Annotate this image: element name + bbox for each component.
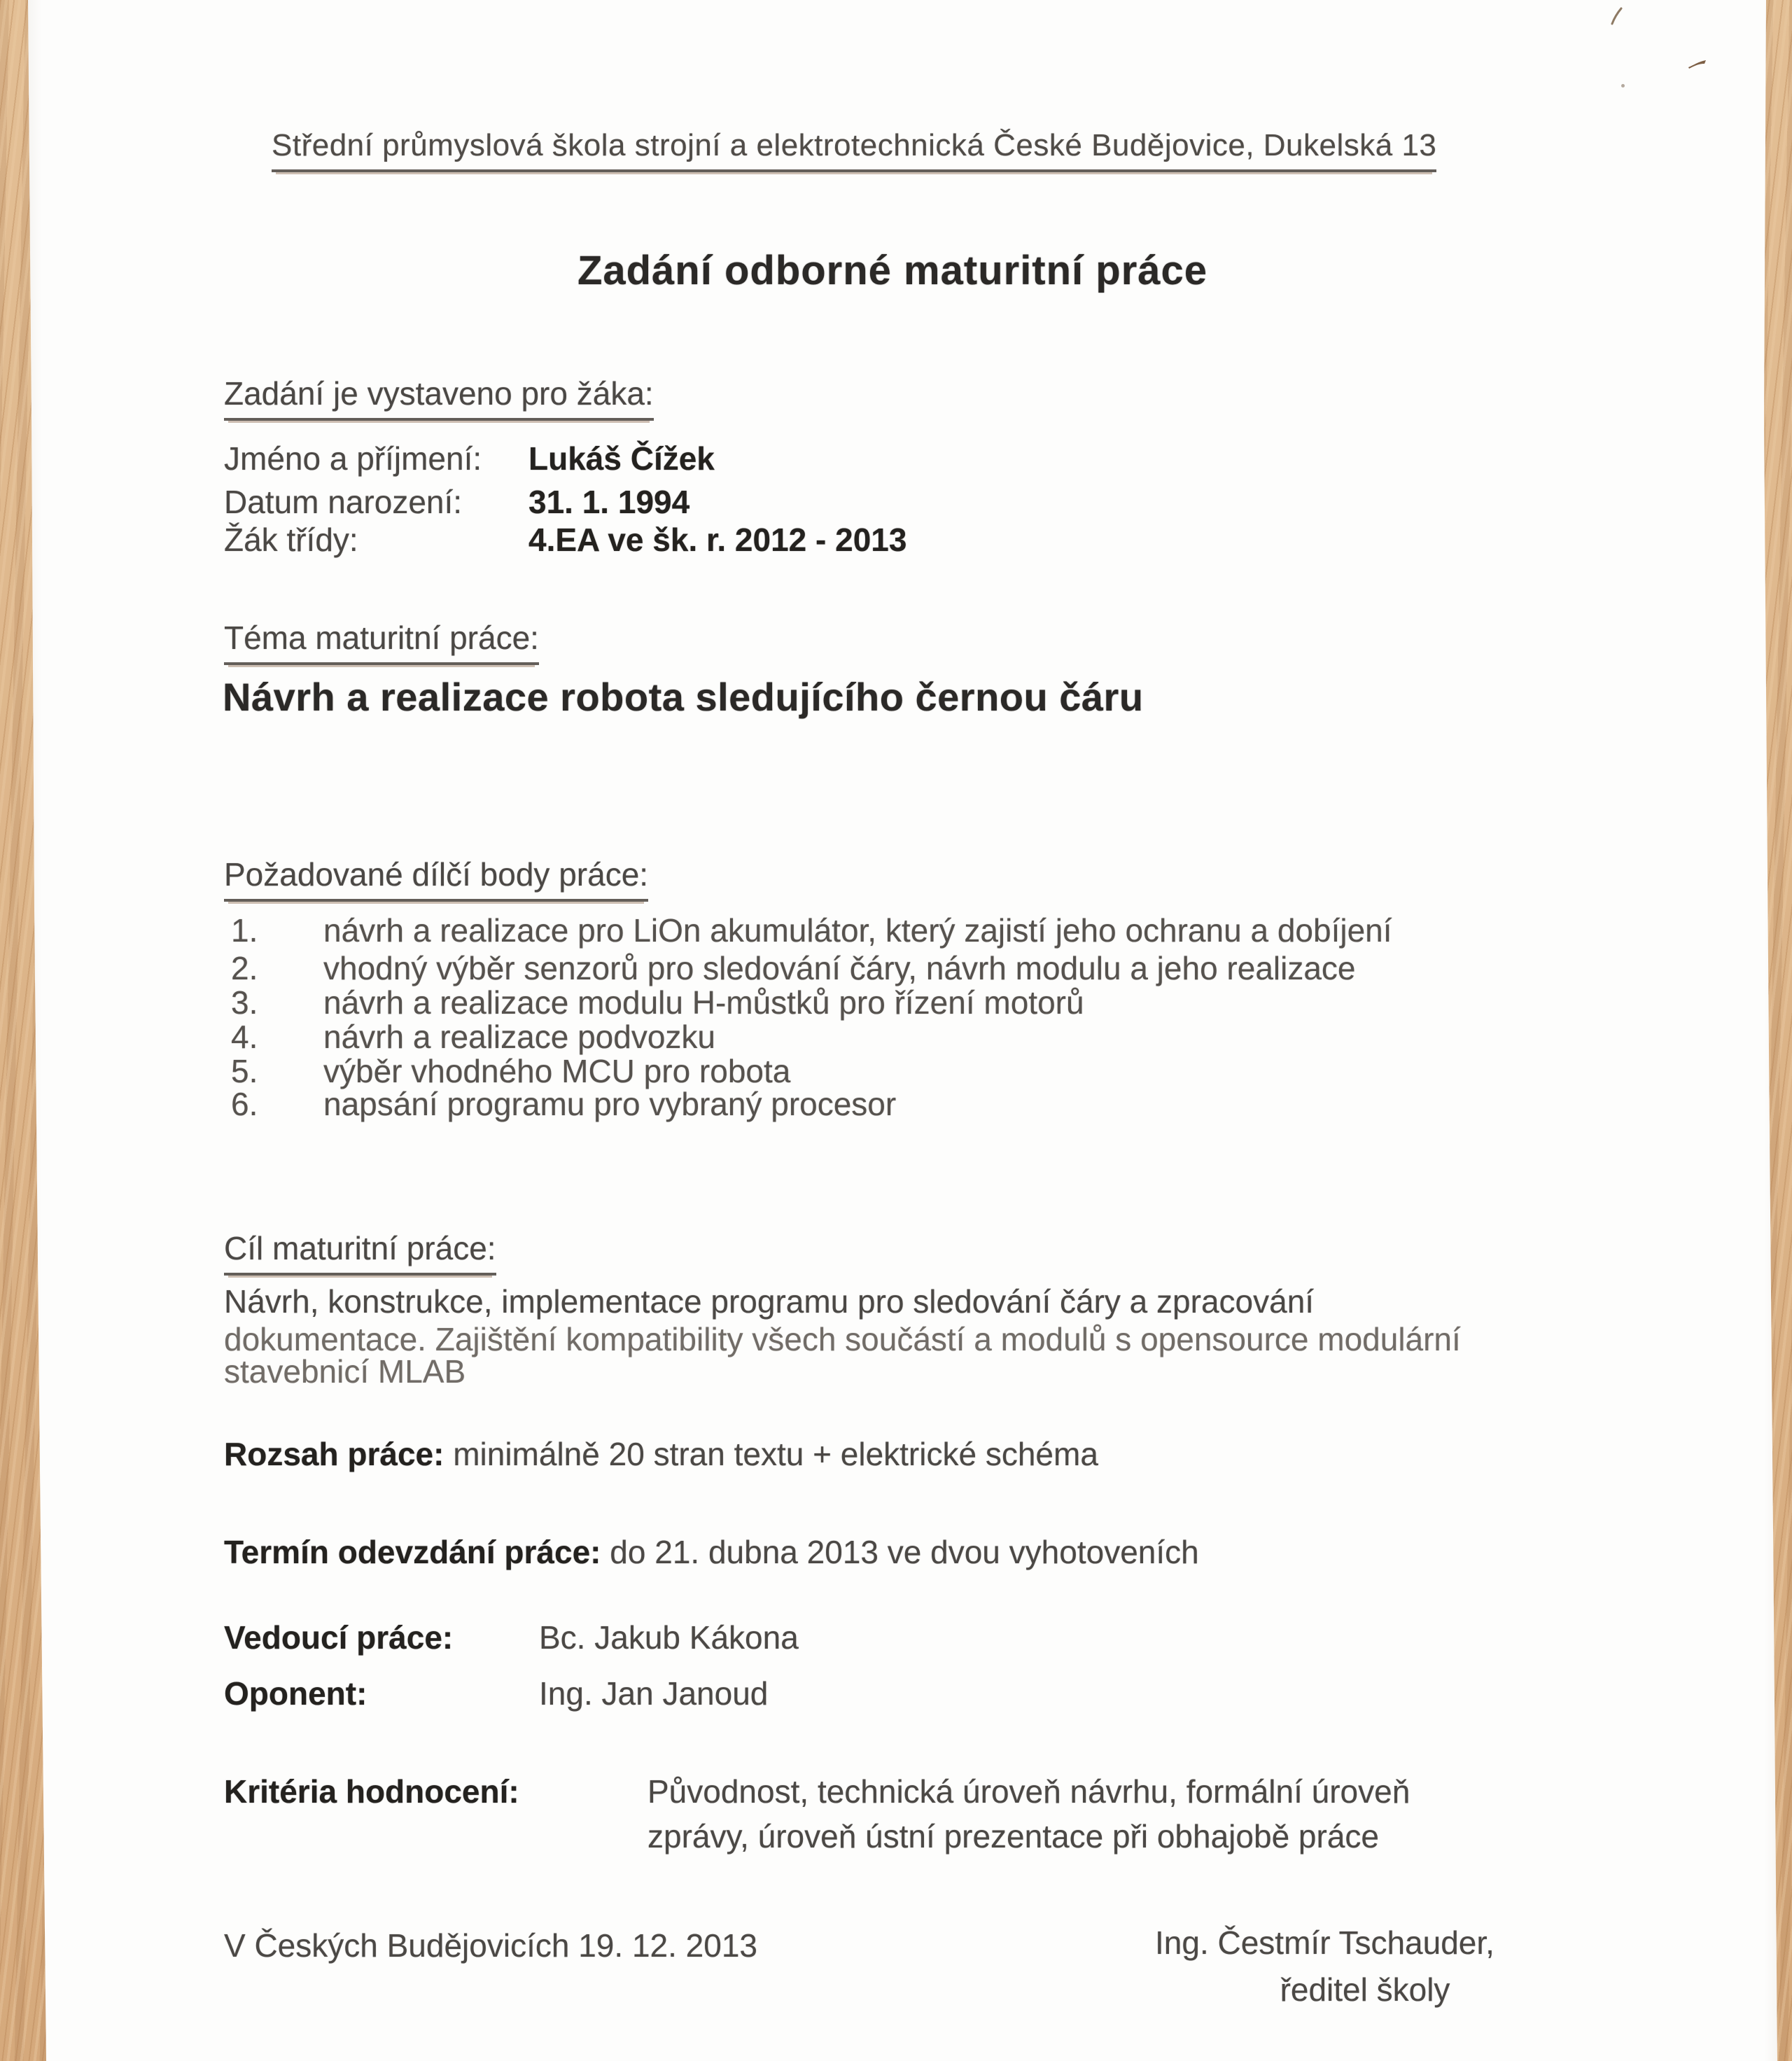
requirement-text: návrh a realizace podvozku <box>323 1019 715 1055</box>
requirement-item-6 <box>231 1085 896 1124</box>
field-label-birthdate: Datum narození: <box>224 484 463 520</box>
dust-dot <box>1621 84 1625 88</box>
field-value-name: Lukáš Čížek <box>528 440 715 477</box>
field-row-class <box>224 521 906 559</box>
supervisor-value: Bc. Jakub Kákona <box>539 1619 799 1656</box>
field-value-birthdate: 31. 1. 1994 <box>528 484 690 520</box>
requirement-text: napsání programu pro vybraný procesor <box>323 1086 897 1122</box>
goal-line-3: stavebnicí MLAB <box>224 1353 466 1390</box>
signature-name: Ing. Čestmír Tschauder, <box>1155 1924 1494 1961</box>
goal-heading <box>224 1229 496 1276</box>
scope-value: minimálně 20 stran textu + elektrické schéma <box>444 1436 1098 1472</box>
footer-place-date: V Českých Budějovicích 19. 12. 2013 <box>224 1927 758 1964</box>
deadline-value: do 21. dubna 2013 ve dvou vyhotoveních <box>601 1534 1199 1570</box>
field-value-class: 4.EA ve šk. r. 2012 - 2013 <box>528 522 907 558</box>
requirement-text: návrh a realizace pro LiOn akumulátor, který zajistí jeho ochranu a dobíjení <box>323 912 1392 949</box>
requirement-number: 5. <box>231 1053 258 1089</box>
student-section-heading <box>224 375 654 421</box>
supervisor-label: Vedoucí práce: <box>224 1619 454 1656</box>
deadline-row <box>224 1533 1199 1572</box>
requirement-item-1 <box>231 911 1392 950</box>
requirement-item-4 <box>231 1018 715 1056</box>
school-header <box>272 127 1436 172</box>
requirement-number: 4. <box>231 1019 258 1055</box>
opponent-value: Ing. Jan Janoud <box>539 1675 769 1712</box>
field-label-name: Jméno a příjmení: <box>224 440 482 477</box>
school-header-text: Střední průmyslová škola strojní a elektrotechnická České Budějovice, Dukelská 13 <box>272 127 1436 172</box>
goal-line-2: dokumentace. Zajištění kompatibility všech součástí a modulů s opensource modulární <box>224 1321 1461 1357</box>
requirement-item-2 <box>231 949 1356 988</box>
requirements-heading <box>224 855 648 902</box>
requirements-heading-text: Požadované dílčí body práce: <box>224 855 648 902</box>
criteria-line-1: Původnost, technická úroveň návrhu, formální úroveň <box>648 1773 1410 1810</box>
requirement-text: výběr vhodného MCU pro robota <box>323 1053 791 1089</box>
requirement-number: 1. <box>231 912 258 949</box>
requirement-text: vhodný výběr senzorů pro sledování čáry, návrh modulu a jeho realizace <box>323 950 1356 986</box>
ink-speck <box>1687 57 1708 70</box>
signature-block <box>1155 1924 1575 2009</box>
deadline-label: Termín odevzdání práce: <box>224 1534 601 1570</box>
topic-title: Návrh a realizace robota sledujícího černou čáru <box>223 675 1144 719</box>
requirement-number: 6. <box>231 1086 258 1122</box>
signature-title: ředitel školy <box>1280 1971 1450 2008</box>
criteria-label: Kritéria hodnocení: <box>224 1773 519 1810</box>
scope-label: Rozsah práce: <box>224 1436 444 1472</box>
topic-heading <box>224 619 539 665</box>
requirement-number: 3. <box>231 984 258 1021</box>
opponent-row <box>224 1675 768 1713</box>
ink-speck <box>1610 7 1624 25</box>
field-row-birthdate <box>224 483 690 522</box>
field-row-name <box>224 440 715 478</box>
field-label-class: Žák třídy: <box>224 522 358 558</box>
requirement-item-3 <box>231 984 1084 1022</box>
goal-line-1: Návrh, konstrukce, implementace programu pro sledování čáry a zpracování <box>224 1283 1315 1320</box>
supervisor-row <box>224 1619 799 1657</box>
goal-heading-text: Cíl maturitní práce: <box>224 1229 496 1276</box>
criteria-line-2: zprávy, úroveň ústní prezentace při obhajobě práce <box>648 1818 1379 1854</box>
opponent-label: Oponent: <box>224 1675 368 1712</box>
requirement-text: návrh a realizace modulu H-můstků pro řízení motorů <box>323 984 1084 1021</box>
topic-heading-text: Téma maturitní práce: <box>224 619 539 665</box>
scope-row <box>224 1435 1098 1474</box>
document-title: Zadání odborné maturitní práce <box>577 248 1208 293</box>
student-section-heading-text: Zadání je vystaveno pro žáka: <box>224 375 654 421</box>
requirement-number: 2. <box>231 950 258 986</box>
